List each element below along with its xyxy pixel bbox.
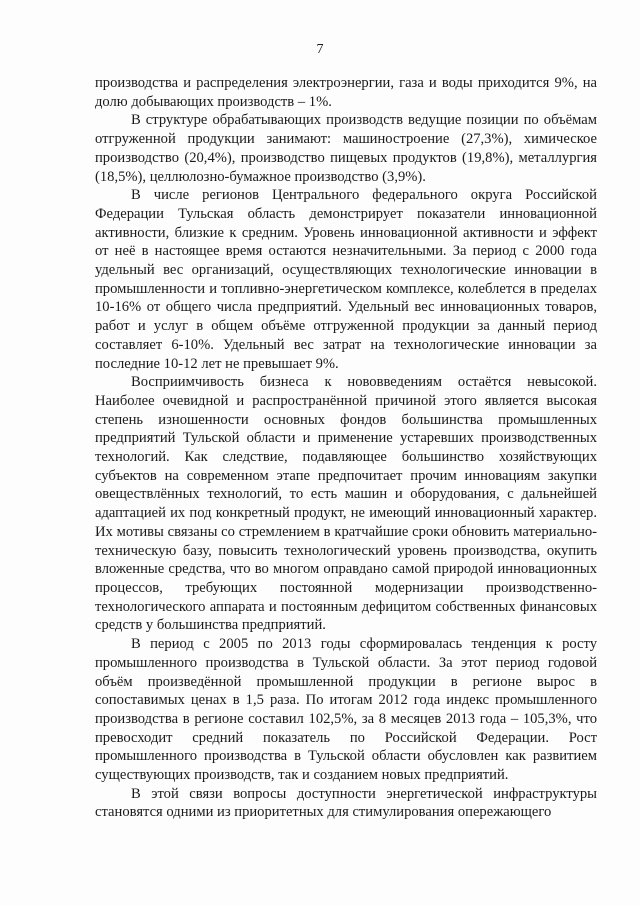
paragraph-continuation: производства и распределения электроэнергии, газа и воды приходится 9%, на долю добывающих производств – 1%. (95, 75, 597, 110)
paragraph-energy-infrastructure: В этой связи вопросы доступности энергетической инфраструктуры становятся одними из приоритетных для стимулирования опережающего (95, 785, 597, 821)
paragraph-manufacturing-structure: В структуре обрабатывающих производств ведущие позиции по объёмам отгруженной продукции занимают: машиностроение (27,3%), химическое производство (20,4%), производство пищевых продуктов (19,8%), металлургия (18,5%), целлюлозно-бумажное производство (3,9%). (95, 112, 597, 185)
paragraph-industrial-growth: В период с 2005 по 2013 годы сформировалась тенденция к росту промышленного производства в Тульской области. За этот период годовой объём произведённой промышленной продукции в регионе вырос в сопоставимых ценах в 1,5 раза. По итогам 2012 года индекс промышленного производства в регионе составил 102,5%, за 8 месяцев 2013 года – 105,3%, что превосходит средний показатель по Российской Федерации. Рост промышленного производства в Тульской области обусловлен как развитием существующих производств, так и созданием новых предприятий. (95, 636, 597, 784)
paragraph-business-receptivity: Восприимчивость бизнеса к нововведениям остаётся невысокой. Наиболее очевидной и распространённой причиной этого является высокая степень изношенности основных фондов большинства промышленных предприятий Тульской области и применение устаревших производственных технологий. Как следствие, подавляющее большинство хозяйствующих субъектов на современном этапе предпочитает прочим инновациям закупки овеществлённых технологий, то есть машин и оборудования, с дальнейшей адаптацией их под конкретный продукт, не имеющий инновационный характер. Их мотивы связаны со стремлением в кратчайшие сроки обновить материально-техническую базу, повысить технологический уровень производства, окупить вложенные средства, что во многом оправдано самой природой инновационных процессов, требующих постоянной модернизации производственно-технологического аппарата и постоянным дефицитом собственных финансовых средств у большинства предприятий. (95, 374, 597, 634)
page-number: 7 (316, 42, 324, 57)
body-text (95, 74, 597, 822)
paragraph-innovation-activity: В числе регионов Центрального федерального округа Российской Федерации Тульская область демонстрирует показатели инновационной активности, близкие к средним. Уровень инновационной активности и эффект от неё в настоящее время остаются незначительными. За период с 2000 года удельный вес организаций, осуществляющих технологические инновации в промышленности и топливно-энергетическом комплексе, колеблется в пределах 10-16% от общего числа предприятий. Удельный вес инновационных товаров, работ и услуг в общем объёме отгруженной продукции за данный период составляет 6-10%. Удельный вес затрат на технологические инновации за последние 10-12 лет не превышает 9%. (95, 187, 597, 372)
